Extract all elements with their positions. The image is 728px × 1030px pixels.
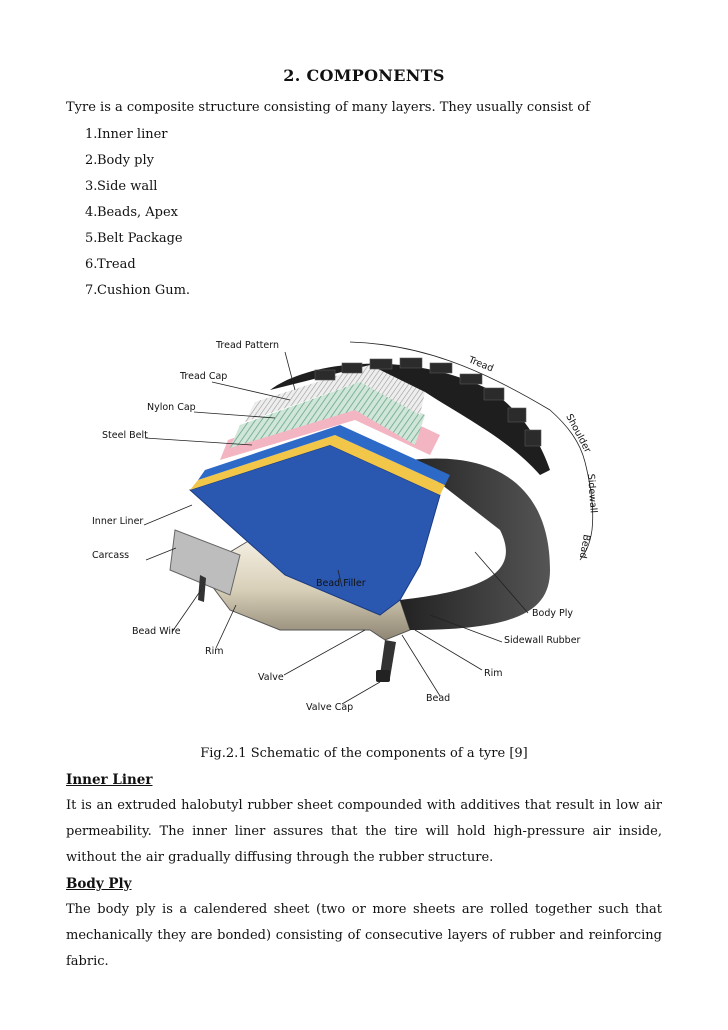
label-inner-liner: Inner Liner xyxy=(92,516,144,527)
paragraph-body-ply: The body ply is a calendered sheet (two or more sheets are rolled together such that mechanically they are bonded) consisting of consecutive layers of rubber and reinforcing fabric. xyxy=(66,902,662,969)
label-nylon-cap: Nylon Cap xyxy=(147,402,196,413)
valve-cap-shape xyxy=(376,670,390,682)
label-bead-wire: Bead Wire xyxy=(132,626,181,637)
label-tread-pattern: Tread Pattern xyxy=(216,340,279,351)
heading-inner-liner: Inner Liner xyxy=(66,772,153,788)
label-valve-cap: Valve Cap xyxy=(306,702,354,713)
list-item: 2. Body ply xyxy=(85,153,155,168)
label-steel-belt: Steel Belt xyxy=(102,430,148,441)
label-sidewall: Sidewall xyxy=(585,473,599,514)
label-tread: Tread xyxy=(466,354,495,375)
label-shoulder: Shoulder xyxy=(563,412,593,455)
label-bead: Bead xyxy=(426,693,451,704)
label-body-ply: Body Ply xyxy=(532,608,573,619)
label-bead-filler: Bead Filler xyxy=(316,578,366,589)
label-sidewall-rubber: Sidewall Rubber xyxy=(504,635,581,646)
heading-body-ply: Body Ply xyxy=(66,876,132,892)
components-list xyxy=(66,126,190,308)
list-item: 4. Beads, Apex xyxy=(85,205,178,220)
list-item: 7. Cushion Gum. xyxy=(85,283,191,298)
list-item: 1. Inner liner xyxy=(85,127,168,142)
label-tread-cap: Tread Cap xyxy=(180,371,228,382)
label-rim-right: Rim xyxy=(484,668,503,679)
list-item: 3. Side wall xyxy=(85,179,158,194)
label-rim-left: Rim xyxy=(205,646,224,657)
label-valve: Valve xyxy=(258,672,284,683)
figure-caption: Fig.2.1 Schematic of the components of a tyre [9] xyxy=(200,746,528,761)
list-item: 5. Belt Package xyxy=(85,231,183,246)
page-title: 2. COMPONENTS xyxy=(283,66,445,85)
intro-paragraph: Tyre is a composite structure consisting of many layers. They usually consist of xyxy=(66,100,590,115)
paragraph-inner-liner: It is an extruded halobutyl rubber sheet compounded with additives that result in low air permeability. The inner liner assures that the tire will hold high-pressure air inside, without the air gradually diffusing through the rubber structure. xyxy=(66,798,662,865)
label-carcass: Carcass xyxy=(92,550,130,561)
list-item: 6. Tread xyxy=(85,257,136,272)
tyre-cross-section-figure xyxy=(80,330,620,720)
label-bead-zone: Bead xyxy=(576,533,592,560)
